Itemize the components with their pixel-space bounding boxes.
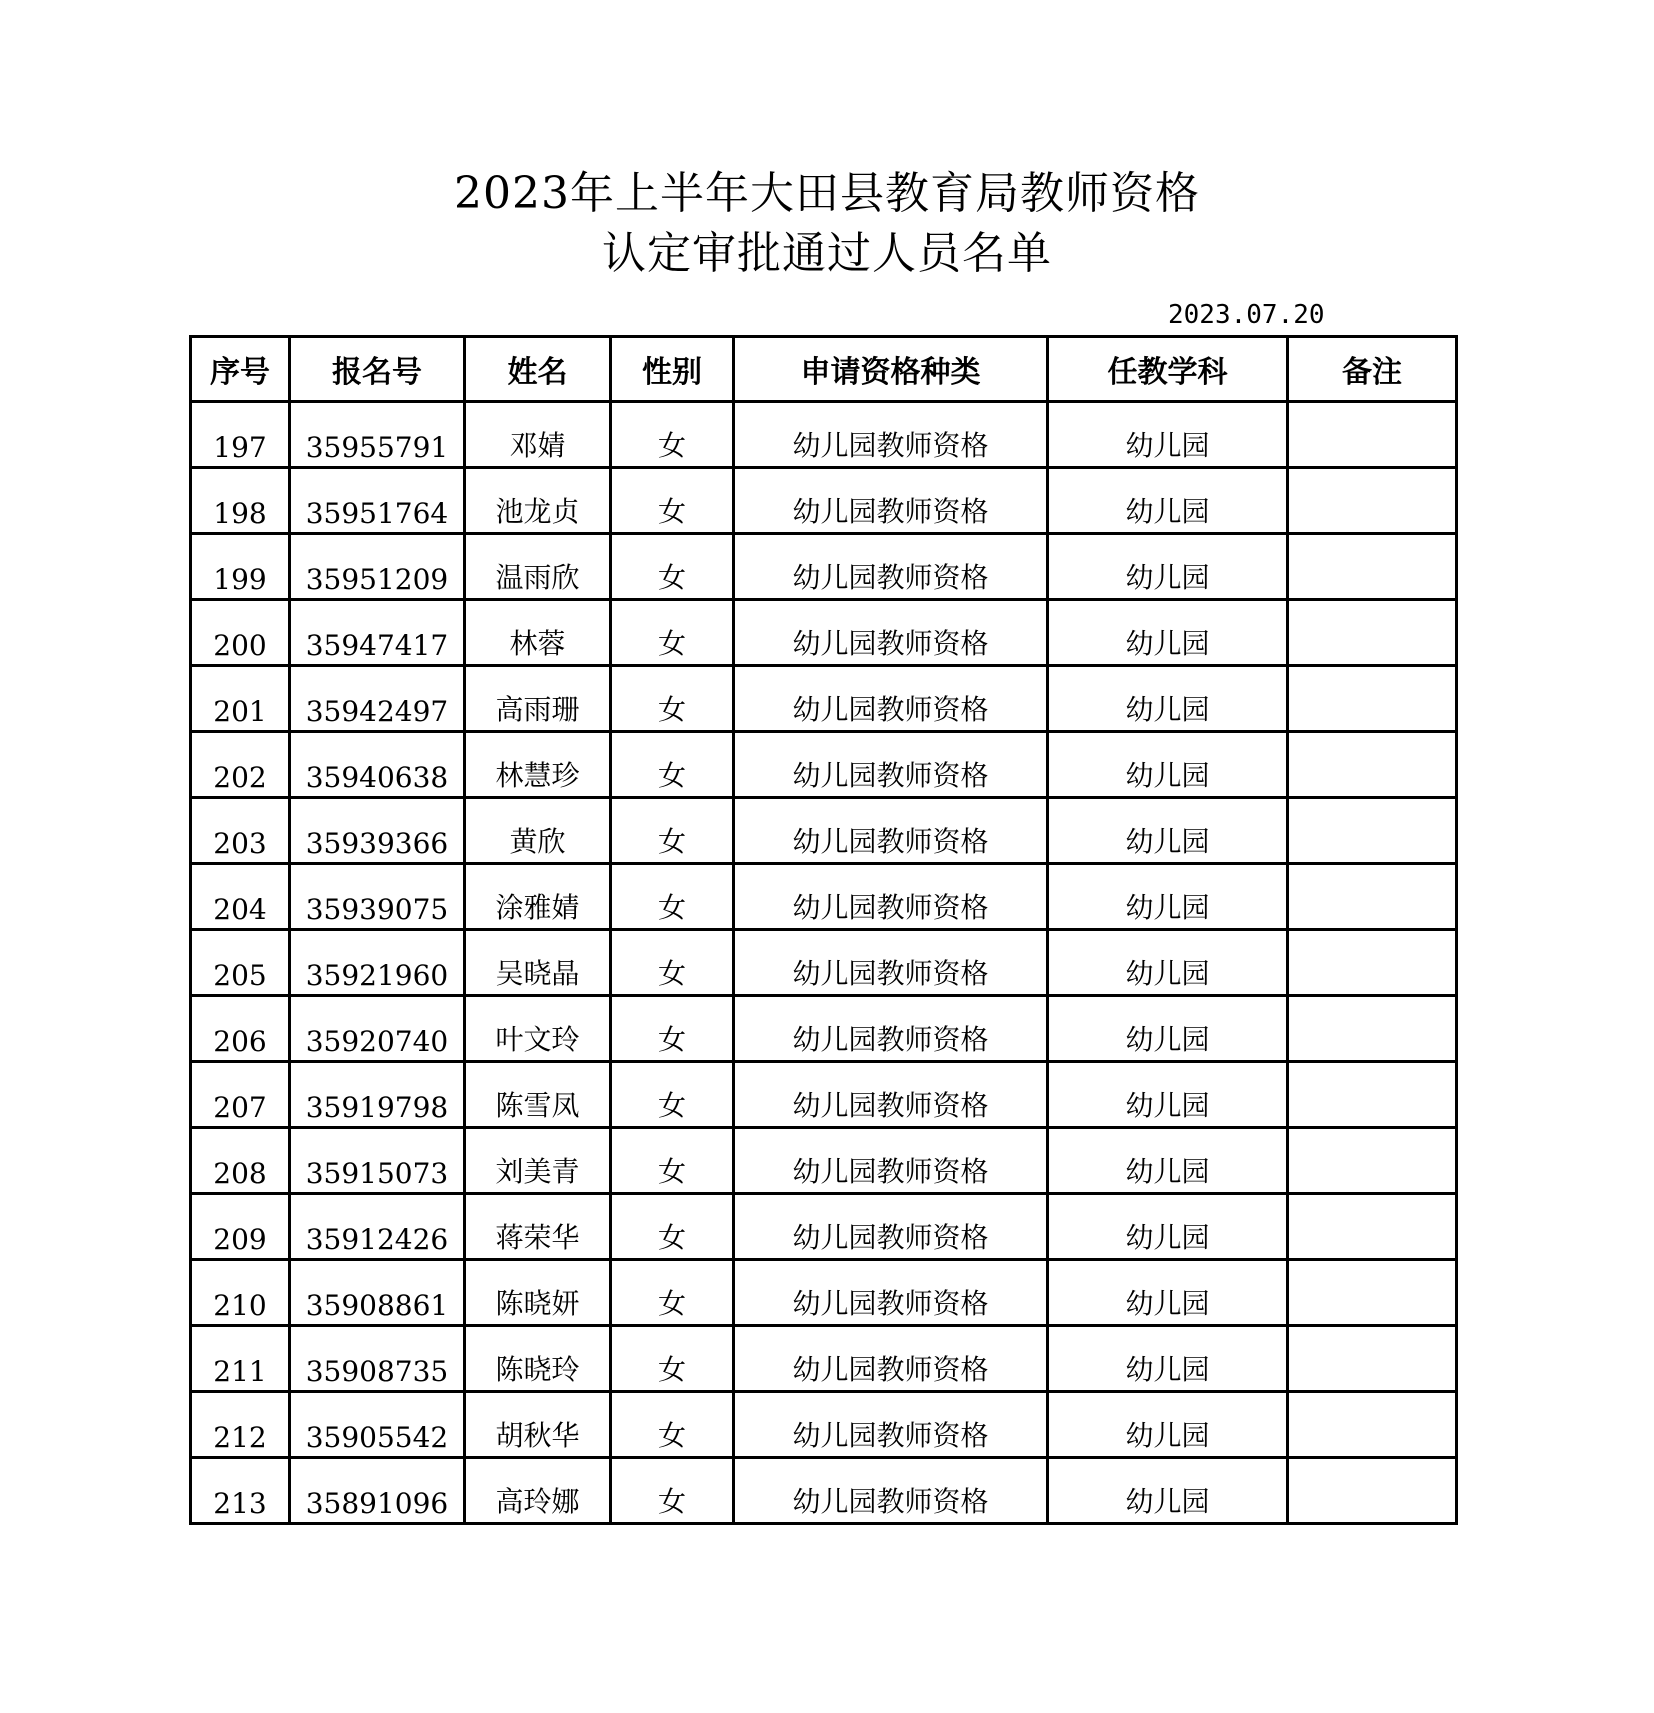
cell-subject: 幼儿园	[1048, 1260, 1288, 1326]
cell-gender: 女	[611, 600, 734, 666]
cell-name: 刘美青	[465, 1128, 611, 1194]
cell-subject: 幼儿园	[1048, 1062, 1288, 1128]
cell-note	[1288, 1260, 1457, 1326]
cell-qualification-type: 幼儿园教师资格	[734, 1326, 1048, 1392]
document-date: 2023.07.20	[1168, 300, 1325, 330]
cell-subject: 幼儿园	[1048, 666, 1288, 732]
cell-seq: 207	[191, 1062, 290, 1128]
document-title-line1: 2023年上半年大田县教育局教师资格	[454, 168, 1200, 219]
cell-name: 陈晓玲	[465, 1326, 611, 1392]
table-row	[191, 600, 1457, 666]
cell-name: 蒋荣华	[465, 1194, 611, 1260]
cell-subject: 幼儿园	[1048, 930, 1288, 996]
table-row	[191, 1458, 1457, 1524]
cell-subject: 幼儿园	[1048, 402, 1288, 468]
cell-subject: 幼儿园	[1048, 534, 1288, 600]
cell-note	[1288, 1392, 1457, 1458]
cell-subject: 幼儿园	[1048, 468, 1288, 534]
cell-seq: 203	[191, 798, 290, 864]
header-seq: 序号	[191, 337, 290, 402]
cell-qualification-type: 幼儿园教师资格	[734, 600, 1048, 666]
cell-qualification-type: 幼儿园教师资格	[734, 1392, 1048, 1458]
table-row	[191, 1062, 1457, 1128]
cell-registration-number: 35915073	[290, 1128, 465, 1194]
cell-qualification-type: 幼儿园教师资格	[734, 798, 1048, 864]
header-subject: 任教学科	[1048, 337, 1288, 402]
cell-note	[1288, 732, 1457, 798]
cell-qualification-type: 幼儿园教师资格	[734, 402, 1048, 468]
cell-note	[1288, 798, 1457, 864]
cell-note	[1288, 666, 1457, 732]
cell-note	[1288, 402, 1457, 468]
cell-registration-number: 35947417	[290, 600, 465, 666]
cell-seq: 200	[191, 600, 290, 666]
cell-seq: 198	[191, 468, 290, 534]
header-note: 备注	[1288, 337, 1457, 402]
cell-subject: 幼儿园	[1048, 1326, 1288, 1392]
document-title-line2: 认定审批通过人员名单	[602, 228, 1052, 279]
cell-subject: 幼儿园	[1048, 732, 1288, 798]
cell-qualification-type: 幼儿园教师资格	[734, 996, 1048, 1062]
cell-gender: 女	[611, 864, 734, 930]
cell-qualification-type: 幼儿园教师资格	[734, 666, 1048, 732]
table-row	[191, 534, 1457, 600]
cell-registration-number: 35908735	[290, 1326, 465, 1392]
cell-note	[1288, 1326, 1457, 1392]
cell-seq: 204	[191, 864, 290, 930]
cell-name: 池龙贞	[465, 468, 611, 534]
cell-seq: 199	[191, 534, 290, 600]
cell-registration-number: 35905542	[290, 1392, 465, 1458]
cell-note	[1288, 1458, 1457, 1524]
cell-note	[1288, 534, 1457, 600]
cell-seq: 208	[191, 1128, 290, 1194]
cell-name: 林蓉	[465, 600, 611, 666]
approval-roster-table	[189, 335, 1458, 1525]
cell-subject: 幼儿园	[1048, 996, 1288, 1062]
cell-gender: 女	[611, 1392, 734, 1458]
cell-seq: 206	[191, 996, 290, 1062]
table-row	[191, 930, 1457, 996]
table-row	[191, 864, 1457, 930]
table-row	[191, 1128, 1457, 1194]
cell-registration-number: 35912426	[290, 1194, 465, 1260]
cell-subject: 幼儿园	[1048, 1458, 1288, 1524]
cell-name: 林慧珍	[465, 732, 611, 798]
cell-registration-number: 35939075	[290, 864, 465, 930]
cell-gender: 女	[611, 1458, 734, 1524]
cell-registration-number: 35955791	[290, 402, 465, 468]
cell-registration-number: 35951209	[290, 534, 465, 600]
cell-subject: 幼儿园	[1048, 1392, 1288, 1458]
cell-registration-number: 35940638	[290, 732, 465, 798]
cell-registration-number: 35920740	[290, 996, 465, 1062]
cell-name: 叶文玲	[465, 996, 611, 1062]
cell-qualification-type: 幼儿园教师资格	[734, 534, 1048, 600]
cell-seq: 202	[191, 732, 290, 798]
cell-name: 涂雅婧	[465, 864, 611, 930]
cell-seq: 197	[191, 402, 290, 468]
cell-note	[1288, 600, 1457, 666]
cell-registration-number: 35891096	[290, 1458, 465, 1524]
cell-seq: 205	[191, 930, 290, 996]
cell-name: 黄欣	[465, 798, 611, 864]
cell-gender: 女	[611, 666, 734, 732]
cell-registration-number: 35908861	[290, 1260, 465, 1326]
cell-seq: 211	[191, 1326, 290, 1392]
cell-name: 陈晓妍	[465, 1260, 611, 1326]
table-row	[191, 1326, 1457, 1392]
cell-qualification-type: 幼儿园教师资格	[734, 1260, 1048, 1326]
table-header-row	[191, 337, 1457, 402]
cell-note	[1288, 1128, 1457, 1194]
table-row	[191, 402, 1457, 468]
cell-subject: 幼儿园	[1048, 1194, 1288, 1260]
cell-gender: 女	[611, 534, 734, 600]
cell-name: 陈雪凤	[465, 1062, 611, 1128]
table-row	[191, 996, 1457, 1062]
cell-qualification-type: 幼儿园教师资格	[734, 1194, 1048, 1260]
cell-subject: 幼儿园	[1048, 1128, 1288, 1194]
cell-qualification-type: 幼儿园教师资格	[734, 930, 1048, 996]
cell-note	[1288, 930, 1457, 996]
cell-seq: 210	[191, 1260, 290, 1326]
table-row	[191, 1260, 1457, 1326]
cell-qualification-type: 幼儿园教师资格	[734, 732, 1048, 798]
cell-name: 邓婧	[465, 402, 611, 468]
cell-gender: 女	[611, 798, 734, 864]
cell-note	[1288, 468, 1457, 534]
cell-note	[1288, 996, 1457, 1062]
cell-note	[1288, 1062, 1457, 1128]
header-name: 姓名	[465, 337, 611, 402]
cell-registration-number: 35951764	[290, 468, 465, 534]
cell-note	[1288, 1194, 1457, 1260]
cell-qualification-type: 幼儿园教师资格	[734, 468, 1048, 534]
header-qualification-type: 申请资格种类	[734, 337, 1048, 402]
cell-gender: 女	[611, 1194, 734, 1260]
cell-seq: 212	[191, 1392, 290, 1458]
cell-registration-number: 35939366	[290, 798, 465, 864]
cell-gender: 女	[611, 1062, 734, 1128]
cell-registration-number: 35919798	[290, 1062, 465, 1128]
cell-gender: 女	[611, 1260, 734, 1326]
table-row	[191, 732, 1457, 798]
cell-name: 吴晓晶	[465, 930, 611, 996]
cell-seq: 209	[191, 1194, 290, 1260]
table-row	[191, 666, 1457, 732]
cell-subject: 幼儿园	[1048, 798, 1288, 864]
cell-gender: 女	[611, 1128, 734, 1194]
cell-registration-number: 35921960	[290, 930, 465, 996]
cell-registration-number: 35942497	[290, 666, 465, 732]
table-row	[191, 1392, 1457, 1458]
cell-subject: 幼儿园	[1048, 600, 1288, 666]
cell-name: 胡秋华	[465, 1392, 611, 1458]
table-row	[191, 798, 1457, 864]
cell-qualification-type: 幼儿园教师资格	[734, 1062, 1048, 1128]
cell-gender: 女	[611, 402, 734, 468]
table-row	[191, 468, 1457, 534]
cell-gender: 女	[611, 732, 734, 798]
cell-gender: 女	[611, 996, 734, 1062]
cell-name: 高玲娜	[465, 1458, 611, 1524]
header-gender: 性别	[611, 337, 734, 402]
cell-gender: 女	[611, 468, 734, 534]
cell-subject: 幼儿园	[1048, 864, 1288, 930]
cell-qualification-type: 幼儿园教师资格	[734, 1128, 1048, 1194]
cell-gender: 女	[611, 930, 734, 996]
cell-name: 高雨珊	[465, 666, 611, 732]
cell-note	[1288, 864, 1457, 930]
cell-qualification-type: 幼儿园教师资格	[734, 1458, 1048, 1524]
cell-seq: 213	[191, 1458, 290, 1524]
header-registration-number: 报名号	[290, 337, 465, 402]
cell-seq: 201	[191, 666, 290, 732]
cell-qualification-type: 幼儿园教师资格	[734, 864, 1048, 930]
table-row	[191, 1194, 1457, 1260]
cell-gender: 女	[611, 1326, 734, 1392]
cell-name: 温雨欣	[465, 534, 611, 600]
